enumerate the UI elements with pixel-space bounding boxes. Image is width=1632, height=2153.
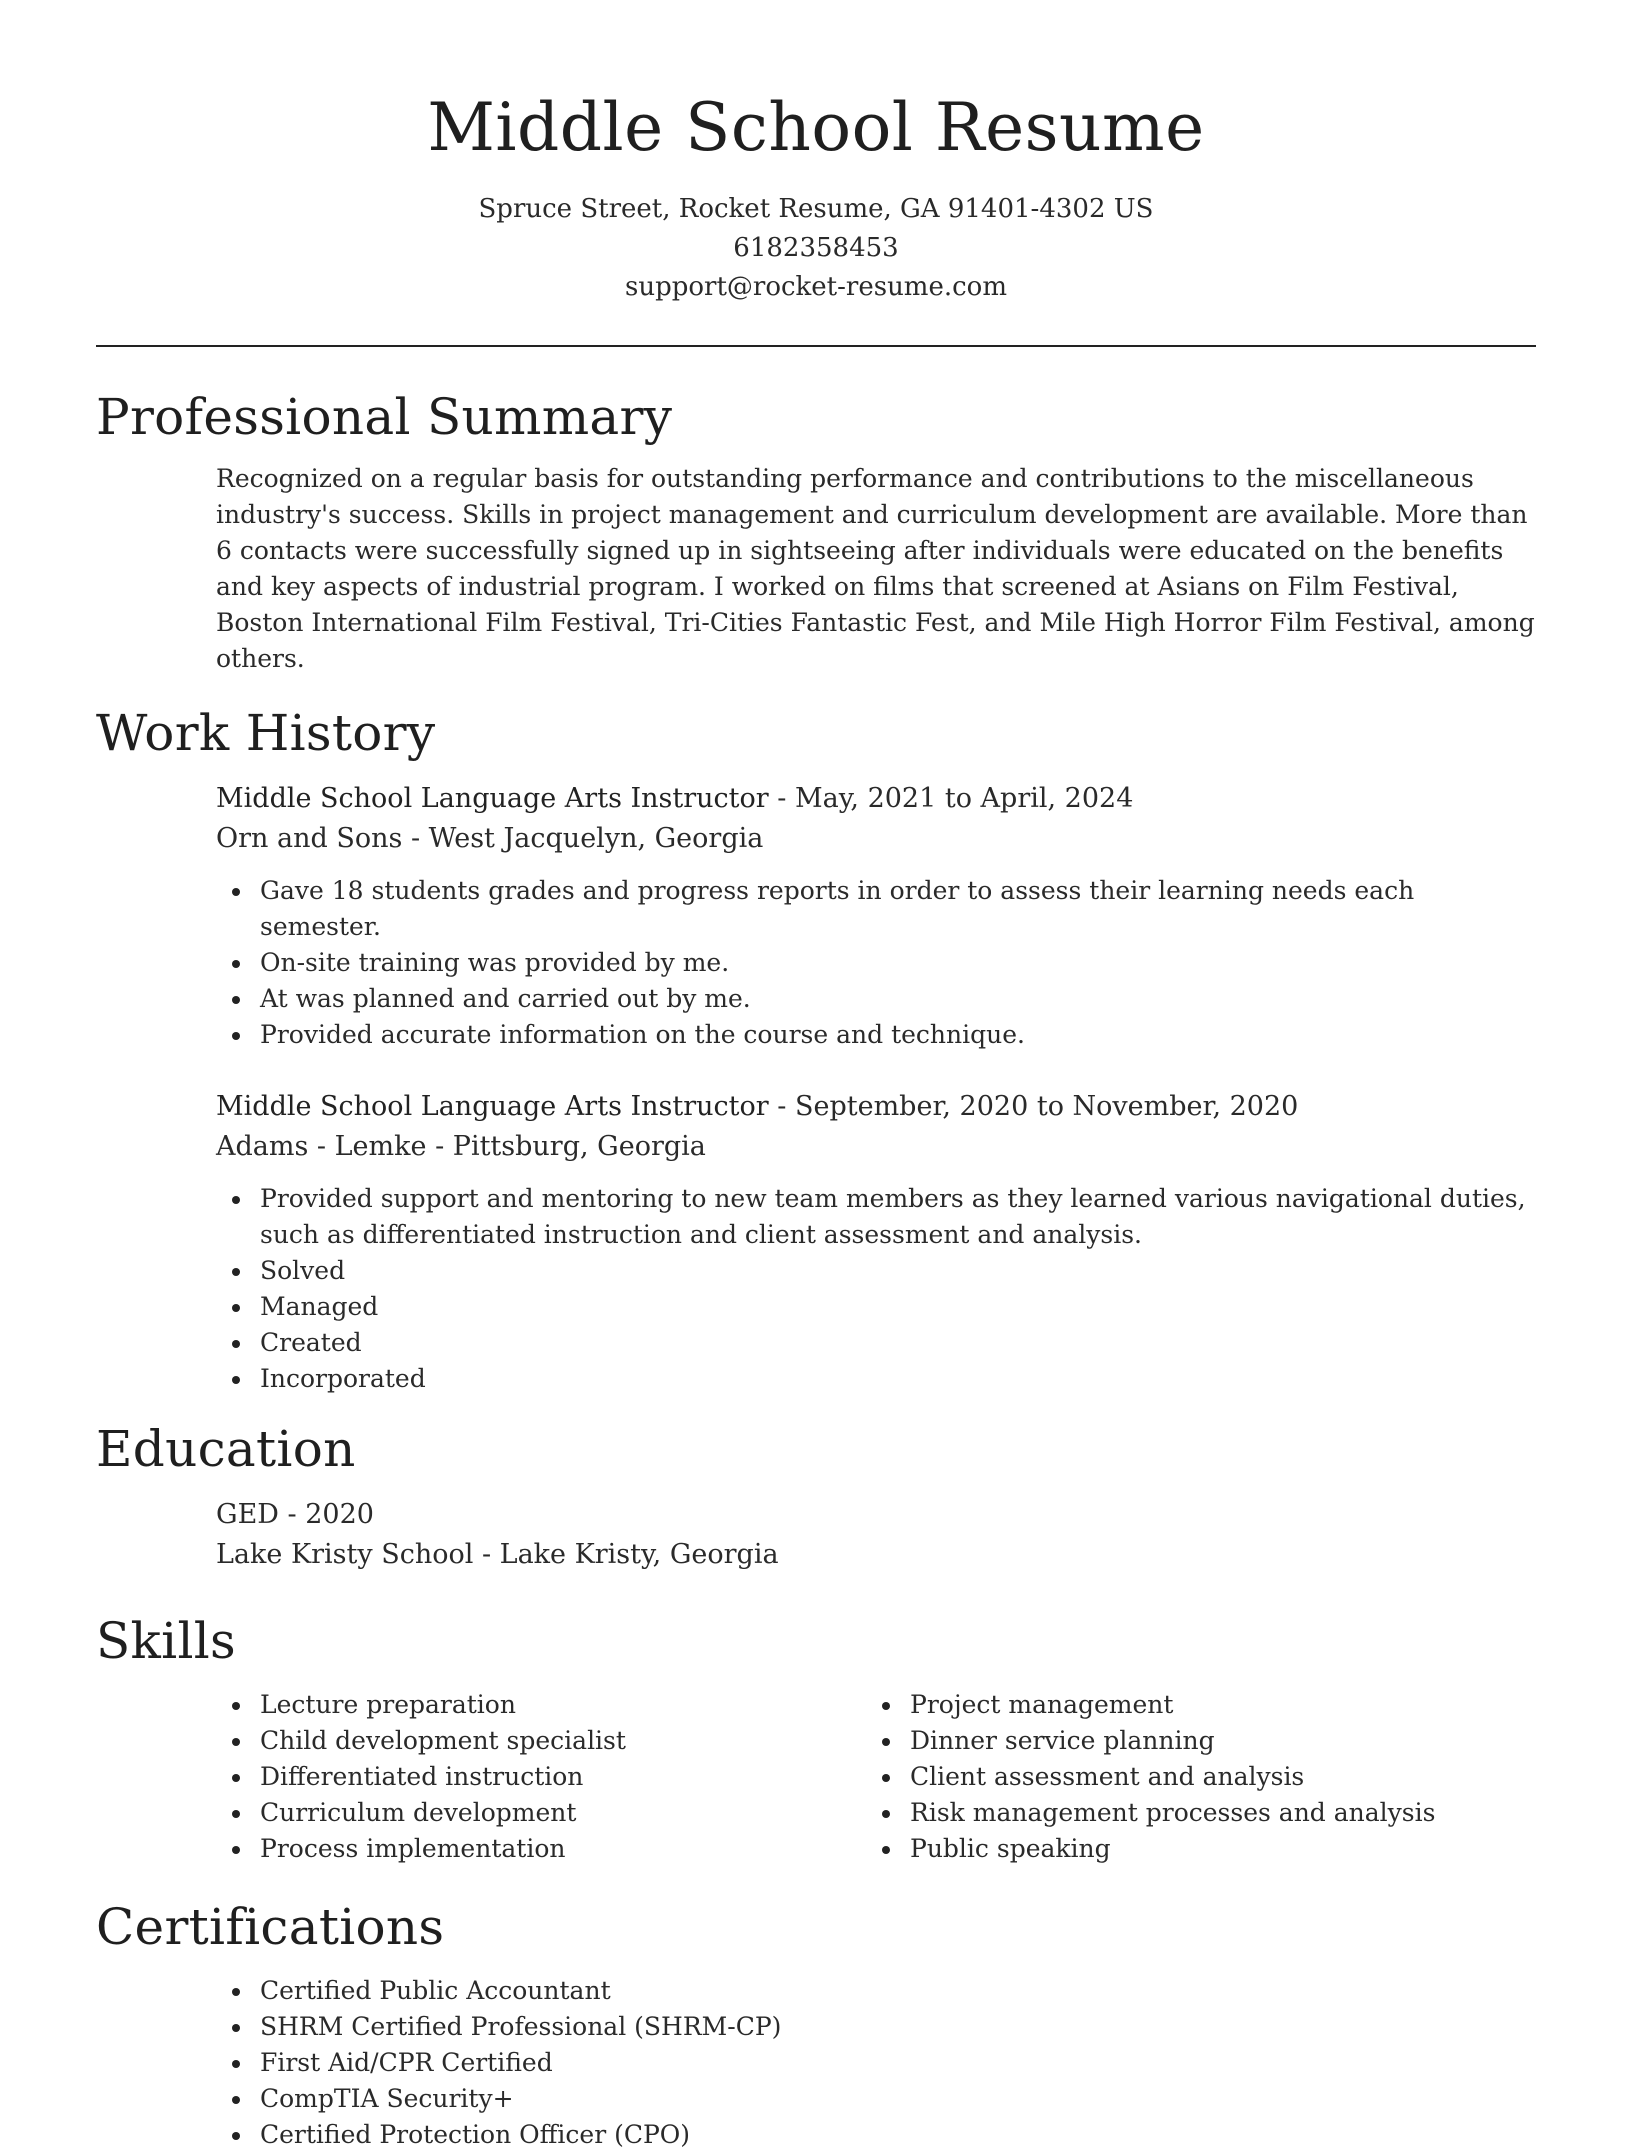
job-location: - Pittsburg, Georgia <box>426 1131 706 1162</box>
job-location: - West Jacquelyn, Georgia <box>402 823 764 854</box>
list-item: Lecture preparation <box>216 1687 866 1723</box>
summary-section <box>96 385 1536 677</box>
job-bullets <box>216 873 1536 1053</box>
skills-column-right <box>866 1687 1516 1867</box>
education-degree: GED <box>216 1499 279 1530</box>
skills-column-left <box>216 1687 866 1867</box>
education-section <box>96 1417 1536 1575</box>
resume-header <box>96 0 1536 307</box>
job-role: Middle School Language Arts Instructor <box>216 1091 769 1122</box>
work-title: Work History <box>96 704 436 762</box>
education-school: Lake Kristy School <box>216 1539 474 1570</box>
job-dates: - May, 2021 to April, 2024 <box>768 783 1134 814</box>
job-company-line <box>216 1127 1536 1167</box>
contact-block <box>96 190 1536 307</box>
list-item: Process implementation <box>216 1831 866 1867</box>
education-title: Education <box>96 1420 356 1478</box>
skills-title: Skills <box>96 1612 236 1670</box>
list-item: Gave 18 students grades and progress reports in order to assess their learning needs each semester. <box>216 873 1536 945</box>
list-item: Project management <box>866 1687 1516 1723</box>
list-item: Child development specialist <box>216 1723 866 1759</box>
resume-page <box>96 0 1536 2153</box>
list-item: Certified Public Accountant <box>216 1973 1536 2009</box>
job-role-line <box>216 1087 1536 1127</box>
list-item: Created <box>216 1325 1536 1361</box>
education-entry <box>216 1495 1536 1575</box>
list-item: SHRM Certified Professional (SHRM-CP) <box>216 2009 1536 2045</box>
job-company: Adams - Lemke <box>216 1131 427 1162</box>
job-role: Middle School Language Arts Instructor <box>216 783 769 814</box>
list-item: First Aid/CPR Certified <box>216 2045 1536 2081</box>
contact-address: Spruce Street, Rocket Resume, GA 91401-4302 US <box>478 194 1154 224</box>
list-item: Incorporated <box>216 1361 1536 1397</box>
list-item: Dinner service planning <box>866 1723 1516 1759</box>
list-item: Certified Protection Officer (CPO) <box>216 2117 1536 2153</box>
certifications-section <box>96 1895 1536 2153</box>
job-company: Orn and Sons <box>216 823 403 854</box>
list-item: Client assessment and analysis <box>866 1759 1516 1795</box>
summary-title: Professional Summary <box>96 388 673 446</box>
work-section <box>96 701 1536 1397</box>
list-item: CompTIA Security+ <box>216 2081 1536 2117</box>
list-item: At was planned and carried out by me. <box>216 981 1536 1017</box>
skills-grid <box>216 1687 1536 1867</box>
education-degree-line <box>216 1495 1536 1535</box>
list-item: Differentiated instruction <box>216 1759 866 1795</box>
list-item: Risk management processes and analysis <box>866 1795 1516 1831</box>
skills-section <box>96 1609 1536 1867</box>
job-entry <box>216 779 1536 1053</box>
list-item: Public speaking <box>866 1831 1516 1867</box>
job-company-line <box>216 819 1536 859</box>
summary-text: Recognized on a regular basis for outstanding performance and contributions to the miscellaneous industry's success. Skills in project management and curriculum development are available. More than 6 contacts were successfully signed up in sightseeing after individuals were educated on the benefits and key aspects of industrial program. I worked on films that screened at Asians on Film Festival, Boston International Film Festival, Tri-Cities Fantastic Fest, and Mile High Horror Film Festival, among others. <box>216 464 1535 673</box>
education-location: - Lake Kristy, Georgia <box>473 1539 779 1570</box>
contact-phone: 6182358453 <box>733 233 899 263</box>
job-entry <box>216 1087 1536 1397</box>
list-item: Managed <box>216 1289 1536 1325</box>
job-bullets <box>216 1181 1536 1397</box>
contact-email: support@rocket-resume.com <box>624 272 1007 302</box>
certifications-list <box>216 1973 1536 2153</box>
job-dates: - September, 2020 to November, 2020 <box>768 1091 1299 1122</box>
job-role-line <box>216 779 1536 819</box>
list-item: Provided support and mentoring to new team members as they learned various navigational duties, such as differentiated instruction and client assessment and analysis. <box>216 1181 1536 1253</box>
resume-name: Middle School Resume <box>427 89 1205 166</box>
header-divider <box>96 345 1536 347</box>
list-item: On-site training was provided by me. <box>216 945 1536 981</box>
certifications-title: Certifications <box>96 1898 445 1956</box>
education-year: - 2020 <box>278 1499 374 1530</box>
list-item: Provided accurate information on the course and technique. <box>216 1017 1536 1053</box>
education-school-line <box>216 1535 1536 1575</box>
list-item: Solved <box>216 1253 1536 1289</box>
list-item: Curriculum development <box>216 1795 866 1831</box>
